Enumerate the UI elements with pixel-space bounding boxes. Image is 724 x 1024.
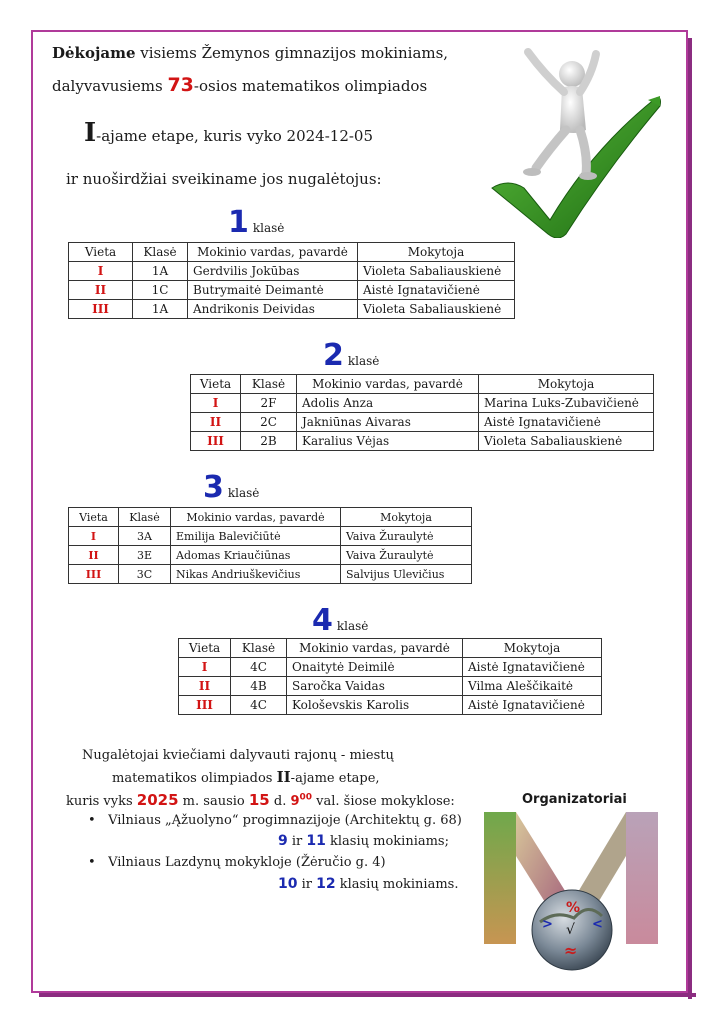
header-class: Klasė [231,639,287,658]
place-cell: I [191,394,241,413]
logo-approx-symbol: ≈ [564,941,578,960]
student-cell: Emilija Balevičiūtė [171,527,341,546]
olympiad-number: 73 [167,74,194,96]
logo-less-symbol: < [592,917,603,932]
intro-line-2 [52,74,427,96]
grade-4-word: klasė [336,619,369,633]
teacher-cell: Aistė Ignatavičienė [463,658,602,677]
table-header-row [191,375,654,394]
grade-2-heading [323,338,379,373]
grade-1-number: 1 [228,205,249,240]
school-1-grades [278,833,449,849]
class-cell: 3A [119,527,171,546]
header-teacher: Mokytoja [358,243,515,262]
teacher-cell: Aistė Ignatavičienė [358,281,515,300]
school-1-grade-b: 11 [306,833,326,849]
header-place: Vieta [179,639,231,658]
thanks-word: Dėkojame [52,44,136,62]
table-row [191,413,654,432]
teacher-cell: Vaiva Žuraulytė [341,546,472,565]
table-header-row [69,243,515,262]
table-row [69,527,472,546]
header-student: Mokinio vardas, pavardė [287,639,463,658]
grade-3-number: 3 [203,470,224,505]
school-1-ir: ir [287,834,307,849]
intro-line-1 [52,44,448,62]
student-cell: Nikas Andriuškevičius [171,565,341,584]
place-cell: II [69,546,119,565]
school-2-name: Vilniaus Lazdynų mokykloje (Žėručio g. 4) [108,855,386,870]
teacher-cell: Aistė Ignatavičienė [479,413,654,432]
header-teacher: Mokytoja [341,508,472,527]
student-cell: Andrikonis Deividas [188,300,358,319]
invite-date-post: val. šiose mokyklose: [312,794,455,809]
place-cell: II [179,677,231,696]
grade-2-results-table [190,374,654,451]
class-cell: 1A [133,262,188,281]
bullet-icon: • [88,813,96,828]
table-row [69,546,472,565]
logo-percent-symbol: % [566,900,581,916]
class-cell: 1C [133,281,188,300]
bullet-icon: • [88,855,96,870]
header-class: Klasė [119,508,171,527]
organizers-title: Organizatoriai [522,792,627,807]
logo-greater-symbol: > [542,917,553,932]
student-cell: Karalius Vėjas [297,432,479,451]
header-student: Mokinio vardas, pavardė [171,508,341,527]
place-cell: III [69,300,133,319]
invite-line-2 [112,768,380,786]
table-row [191,432,654,451]
table-row [69,300,515,319]
header-class: Klasė [133,243,188,262]
grade-4-results-table [178,638,602,715]
event-minutes: 00 [299,792,313,803]
class-cell: 4B [231,677,287,696]
table-row [179,696,602,715]
student-cell: Adolis Anza [297,394,479,413]
class-cell: 3E [119,546,171,565]
grade-1-results-table [68,242,515,319]
teacher-cell: Aistė Ignatavičienė [463,696,602,715]
invite-date-month: m. sausio [178,794,249,809]
school-2-post: klasių mokiniams. [335,877,459,892]
school-2-grade-b: 12 [316,876,336,892]
place-cell: II [191,413,241,432]
invite-date-d: d. [269,794,291,809]
next-stage-roman: II [276,768,291,786]
congrats-line: ir nuoširdžiai sveikiname jos nugalėtojus: [66,170,382,188]
student-cell: Saročka Vaidas [287,677,463,696]
grade-1-heading [228,205,284,240]
teacher-cell: Violeta Sabaliauskienė [479,432,654,451]
event-year: 2025 [136,791,179,809]
stage-text: -ajame etape, kuris vyko 2024-12-05 [96,127,374,145]
grade-2-number: 2 [323,338,344,373]
stage-roman: I [84,118,97,148]
student-cell: Adomas Kriaučiūnas [171,546,341,565]
school-2-item [88,855,386,870]
table-row [179,658,602,677]
place-cell: II [69,281,133,300]
school-1-post: klasių mokiniams; [325,834,449,849]
student-cell: Onaitytė Deimilė [287,658,463,677]
teacher-cell: Violeta Sabaliauskienė [358,300,515,319]
student-cell: Jakniūnas Aivaras [297,413,479,432]
student-cell: Butrymaitė Deimantė [188,281,358,300]
place-cell: III [179,696,231,715]
school-2-grades [278,876,458,892]
header-place: Vieta [191,375,241,394]
logo-root-symbol: √ [566,922,575,938]
teacher-cell: Marina Luks-Zubavičienė [479,394,654,413]
grade-4-heading [312,603,368,638]
grade-1-word: klasė [252,221,285,235]
student-cell: Kološevskis Karolis [287,696,463,715]
place-cell: I [69,527,119,546]
class-cell: 4C [231,658,287,677]
student-cell: Gerdvilis Jokūbas [188,262,358,281]
table-row [69,281,515,300]
intro-line-2-post: -osios matematikos olimpiados [193,77,428,95]
grade-3-heading [203,470,259,505]
class-cell: 2C [241,413,297,432]
grade-4-number: 4 [312,603,333,638]
school-1-name: Vilniaus „Ąžuolyno“ progimnazijoje (Architektų g. 68) [108,813,462,828]
place-cell: I [179,658,231,677]
class-cell: 1A [133,300,188,319]
header-student: Mokinio vardas, pavardė [297,375,479,394]
class-cell: 4C [231,696,287,715]
victory-figure-checkmark-illustration [488,38,668,238]
invite-date-line [66,791,455,809]
school-2-ir: ir [297,877,317,892]
header-place: Vieta [69,508,119,527]
class-cell: 2F [241,394,297,413]
intro-line-2-pre: dalyvavusiems [52,77,168,95]
class-cell: 2B [241,432,297,451]
table-row [69,565,472,584]
event-day: 15 [248,791,270,809]
school-1-grade-a: 9 [278,833,288,849]
invite-line-1: Nugalėtojai kviečiami dalyvauti rajonų - miestų [82,748,394,763]
teacher-cell: Salvijus Ulevičius [341,565,472,584]
school-2-grade-a: 10 [278,876,298,892]
teacher-cell: Vaiva Žuraulytė [341,527,472,546]
invite-date-pre: kuris vyks [66,794,137,809]
class-cell: 3C [119,565,171,584]
table-row [69,262,515,281]
teacher-cell: Vilma Aleščikaitė [463,677,602,696]
grade-3-results-table [68,507,472,584]
place-cell: III [69,565,119,584]
place-cell: III [191,432,241,451]
table-row [179,677,602,696]
header-teacher: Mokytoja [463,639,602,658]
table-header-row [179,639,602,658]
grade-2-word: klasė [347,354,380,368]
table-header-row [69,508,472,527]
invite-line-2-pre: matematikos olimpiados [112,771,277,786]
grade-3-word: klasė [227,486,260,500]
organizers-logo-m-globe [476,806,666,984]
event-hour: 9 [290,794,300,809]
header-student: Mokinio vardas, pavardė [188,243,358,262]
header-place: Vieta [69,243,133,262]
school-1-item [88,813,462,828]
table-row [191,394,654,413]
invite-line-2-post: -ajame etape, [290,771,380,786]
place-cell: I [69,262,133,281]
stage-line [84,118,373,148]
header-teacher: Mokytoja [479,375,654,394]
header-class: Klasė [241,375,297,394]
teacher-cell: Violeta Sabaliauskienė [358,262,515,281]
intro-line-1-text: visiems Žemynos gimnazijos mokiniams, [135,44,449,62]
